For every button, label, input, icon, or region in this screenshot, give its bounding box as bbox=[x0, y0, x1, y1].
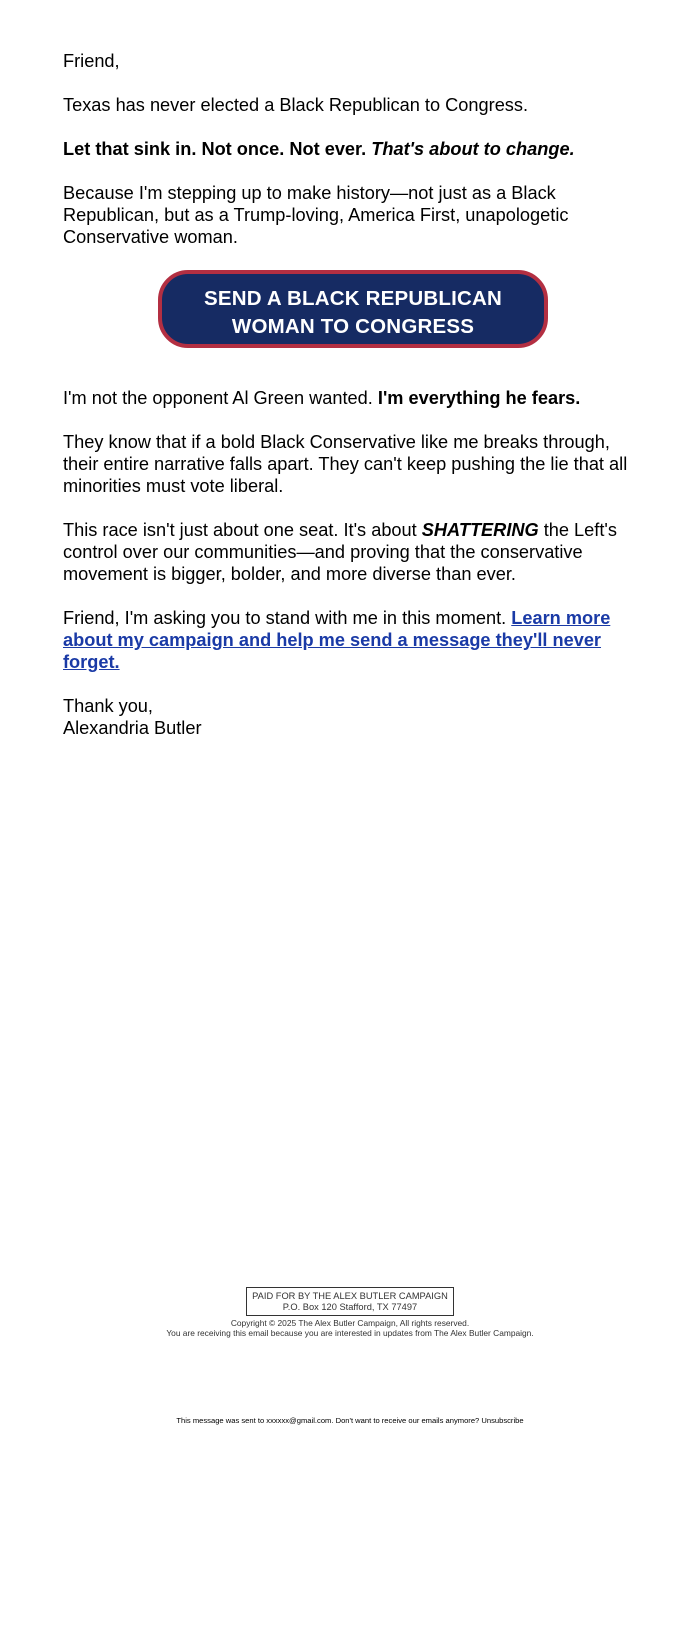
shattering-after: the Left's control over our communities—and proving that the conservative movement is bigger, bolder, and more diverse than ever. bbox=[63, 520, 617, 584]
sent-to-text: This message was sent to xxxxxx@gmail.com. Don't want to receive our emails anymore? bbox=[176, 1416, 482, 1425]
paragraph-stand-with-me bbox=[63, 607, 643, 673]
greeting: Friend, bbox=[63, 51, 120, 71]
paragraph-shattering bbox=[63, 519, 643, 585]
about-to-change-text: That's about to change. bbox=[371, 139, 575, 159]
paragraph-al-green bbox=[63, 387, 643, 409]
send-to-congress-button[interactable] bbox=[158, 270, 548, 348]
shattering-before: This race isn't just about one seat. It's about bbox=[63, 520, 422, 540]
email-body bbox=[63, 50, 643, 739]
receiving-reason-text: You are receiving this email because you are interested in updates from The Alex Butler Campaign. bbox=[166, 1328, 534, 1338]
paid-for-box bbox=[246, 1287, 454, 1316]
copyright-text: Copyright © 2025 The Alex Butler Campaign, All rights reserved. bbox=[230, 1318, 470, 1328]
signoff: Thank you, bbox=[63, 696, 153, 716]
paragraph-making-history: Because I'm stepping up to make history—not just as a Black Republican, but as a Trump-loving, America First, unapologetic Conservative woman. bbox=[63, 183, 569, 247]
signature: Alexandria Butler bbox=[63, 718, 202, 738]
unsubscribe-bar bbox=[0, 1416, 700, 1426]
unsubscribe-link[interactable]: Unsubscribe bbox=[481, 1416, 524, 1425]
everything-he-fears-text: I'm everything he fears. bbox=[377, 388, 581, 408]
paragraph-narrative: They know that if a bold Black Conservative like me breaks through, their entire narrative falls apart. They can't keep pushing the lie that all minorities must vote liberal. bbox=[63, 432, 628, 496]
email-footer bbox=[0, 1287, 700, 1338]
cta-line-2: WOMAN TO CONGRESS bbox=[231, 315, 475, 338]
learn-more-link[interactable]: Learn more about my campaign and help me send a message they'll never forget. bbox=[63, 608, 611, 672]
sink-in-bold: Let that sink in. Not once. Not ever. bbox=[63, 139, 372, 159]
cta-container bbox=[63, 270, 643, 356]
stand-with-me-text: Friend, I'm asking you to stand with me in this moment. bbox=[63, 608, 512, 628]
paragraph-texas: Texas has never elected a Black Republican to Congress. bbox=[63, 95, 529, 115]
paragraph-sink-in bbox=[63, 138, 643, 160]
shattering-emphasis: SHATTERING bbox=[421, 520, 539, 540]
footer-fine-print bbox=[0, 1318, 700, 1338]
po-box-line: P.O. Box 120 Stafford, TX 77497 bbox=[282, 1302, 418, 1312]
al-green-text: I'm not the opponent Al Green wanted. bbox=[63, 388, 378, 408]
paid-for-line: PAID FOR BY THE ALEX BUTLER CAMPAIGN bbox=[252, 1291, 448, 1301]
cta-line-1: SEND A BLACK REPUBLICAN bbox=[203, 287, 503, 310]
